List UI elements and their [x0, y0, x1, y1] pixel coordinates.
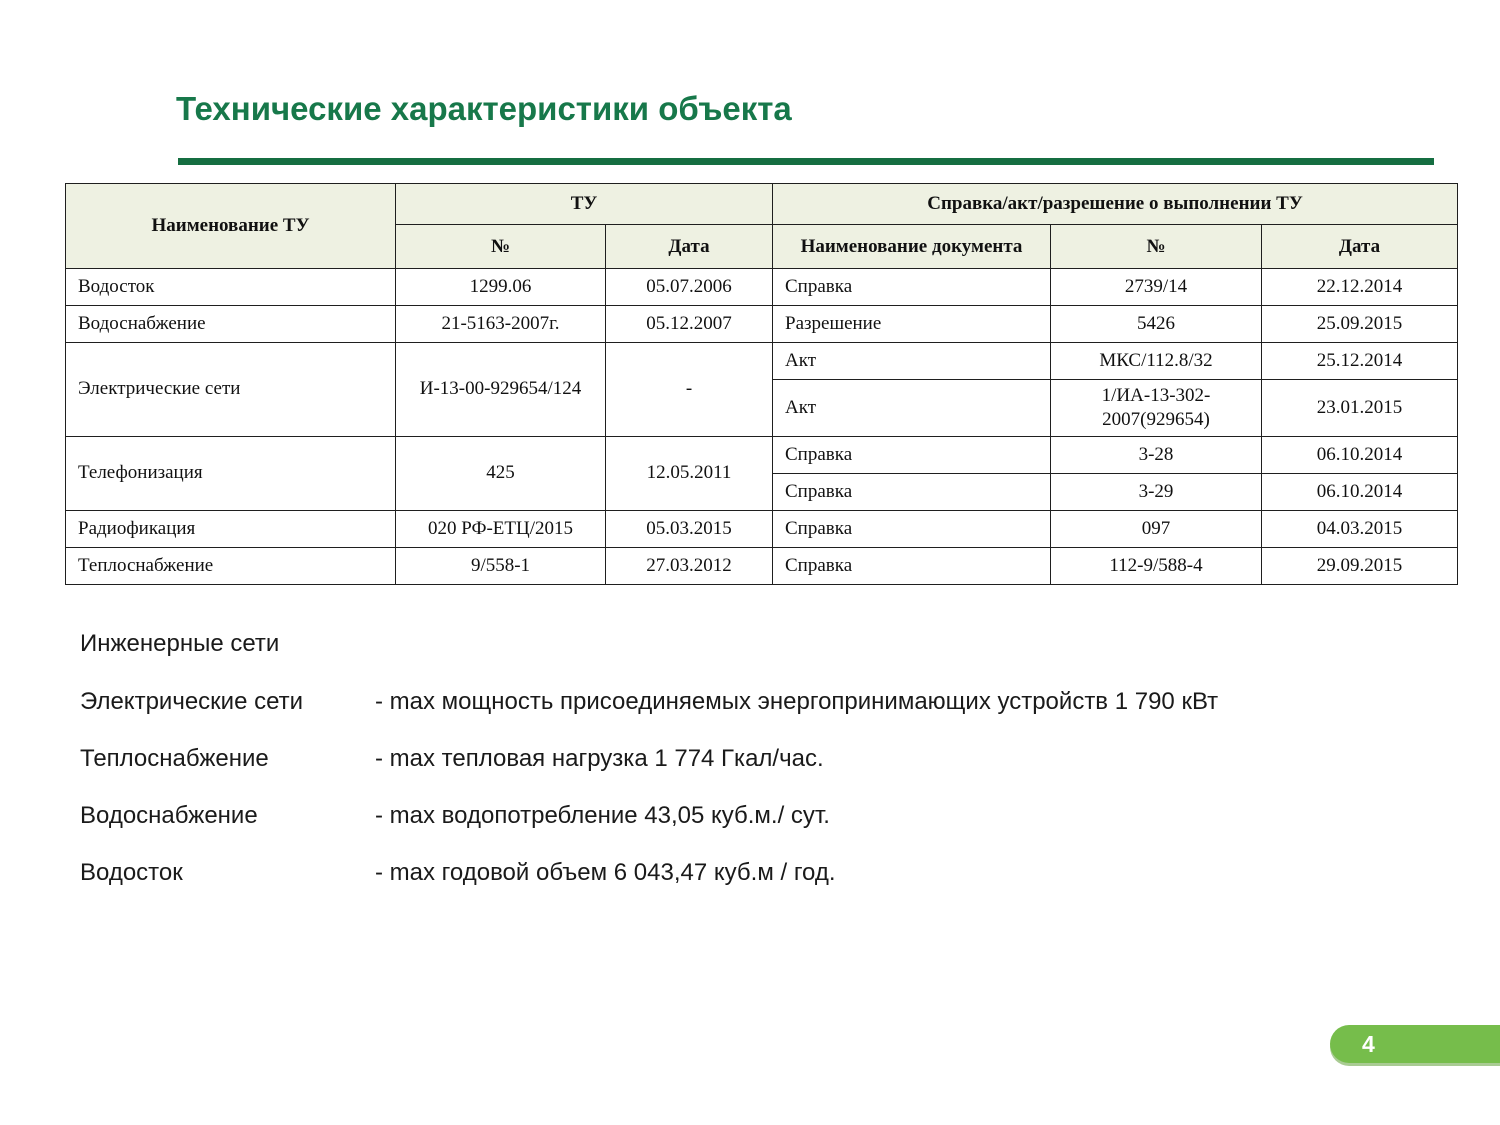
engineering-item-label: Водосток [80, 859, 183, 886]
table-row [66, 436, 1458, 473]
header-group-doc: Справка/акт/разрешение о выполнении ТУ [773, 184, 1458, 225]
header-name-tu: Наименование ТУ [66, 184, 396, 269]
table-cell: Разрешение [773, 306, 1051, 343]
engineering-item-desc: - max тепловая нагрузка 1 774 Гкал/час. [375, 745, 824, 772]
engineering-list [80, 689, 1420, 886]
engineering-item-label: Теплоснабжение [80, 745, 269, 772]
table-row [66, 547, 1458, 584]
engineering-item-desc: - max водопотребление 43,05 куб.м./ сут. [375, 802, 830, 829]
table-cell: 1/ИА-13-302-2007(929654) [1051, 380, 1262, 437]
column-header: № [1051, 225, 1262, 269]
table-cell: 05.12.2007 [606, 306, 773, 343]
engineering-item [80, 746, 1420, 772]
table-cell: 04.03.2015 [1262, 510, 1458, 547]
table-cell: Электрические сети [66, 343, 396, 437]
page-title: Технические характеристики объекта [176, 90, 792, 127]
table-row [66, 510, 1458, 547]
page-number-badge [1330, 1025, 1500, 1063]
table-cell: Водоснабжение [66, 306, 396, 343]
table-cell: 23.01.2015 [1262, 380, 1458, 437]
engineering-item [80, 860, 1420, 886]
table-cell: 27.03.2012 [606, 547, 773, 584]
table-cell: Радиофикация [66, 510, 396, 547]
engineering-item-desc: - max мощность присоединяемых энергопринимающих устройств 1 790 кВт [375, 688, 1219, 715]
table-cell: Теплоснабжение [66, 547, 396, 584]
table-cell: Акт [773, 343, 1051, 380]
table-cell: 29.09.2015 [1262, 547, 1458, 584]
table-cell: Справка [773, 473, 1051, 510]
table-cell: 05.03.2015 [606, 510, 773, 547]
table-cell: 05.07.2006 [606, 269, 773, 306]
table-cell: 3-29 [1051, 473, 1262, 510]
header-group-tu: ТУ [396, 184, 773, 225]
table-cell: Справка [773, 547, 1051, 584]
table-cell: 25.09.2015 [1262, 306, 1458, 343]
table-cell: 12.05.2011 [606, 436, 773, 510]
table-cell: 21-5163-2007г. [396, 306, 606, 343]
table-cell: 425 [396, 436, 606, 510]
table-cell: 9/558-1 [396, 547, 606, 584]
table-cell: 097 [1051, 510, 1262, 547]
table-cell: Акт [773, 380, 1051, 437]
table-cell: 22.12.2014 [1262, 269, 1458, 306]
engineering-item-label: Водоснабжение [80, 802, 258, 829]
engineering-title: Инженерные сети [80, 630, 280, 657]
table-header [66, 184, 1458, 269]
table-row [66, 343, 1458, 380]
engineering-item [80, 803, 1420, 829]
table-cell: МКС/112.8/32 [1051, 343, 1262, 380]
page-number: 4 [1362, 1031, 1375, 1057]
title-underline [178, 158, 1434, 165]
table-cell: 5426 [1051, 306, 1262, 343]
table-cell: - [606, 343, 773, 437]
table-cell: 25.12.2014 [1262, 343, 1458, 380]
column-header: Дата [1262, 225, 1458, 269]
table-cell: Справка [773, 269, 1051, 306]
column-header: Дата [606, 225, 773, 269]
table-cell: И-13-00-929654/124 [396, 343, 606, 437]
specs-table [65, 183, 1458, 585]
table-cell: Справка [773, 436, 1051, 473]
table-cell: 112-9/588-4 [1051, 547, 1262, 584]
engineering-item [80, 689, 1420, 715]
table-row [66, 306, 1458, 343]
table-cell: Водосток [66, 269, 396, 306]
engineering-item-label: Электрические сети [80, 688, 304, 715]
column-header: № [396, 225, 606, 269]
table-header-group-row [66, 184, 1458, 225]
engineering-item-desc: - max годовой объем 6 043,47 куб.м / год. [375, 859, 836, 886]
table-cell: 2739/14 [1051, 269, 1262, 306]
table-cell: 1299.06 [396, 269, 606, 306]
table-row [66, 269, 1458, 306]
engineering-section [80, 630, 1420, 886]
column-header: Наименование документа [773, 225, 1051, 269]
table-cell: Справка [773, 510, 1051, 547]
table-body [66, 269, 1458, 585]
table-cell: 06.10.2014 [1262, 436, 1458, 473]
table-cell: 06.10.2014 [1262, 473, 1458, 510]
table-cell: 020 РФ-ЕТЦ/2015 [396, 510, 606, 547]
table-cell: 3-28 [1051, 436, 1262, 473]
table-cell: Телефонизация [66, 436, 396, 510]
